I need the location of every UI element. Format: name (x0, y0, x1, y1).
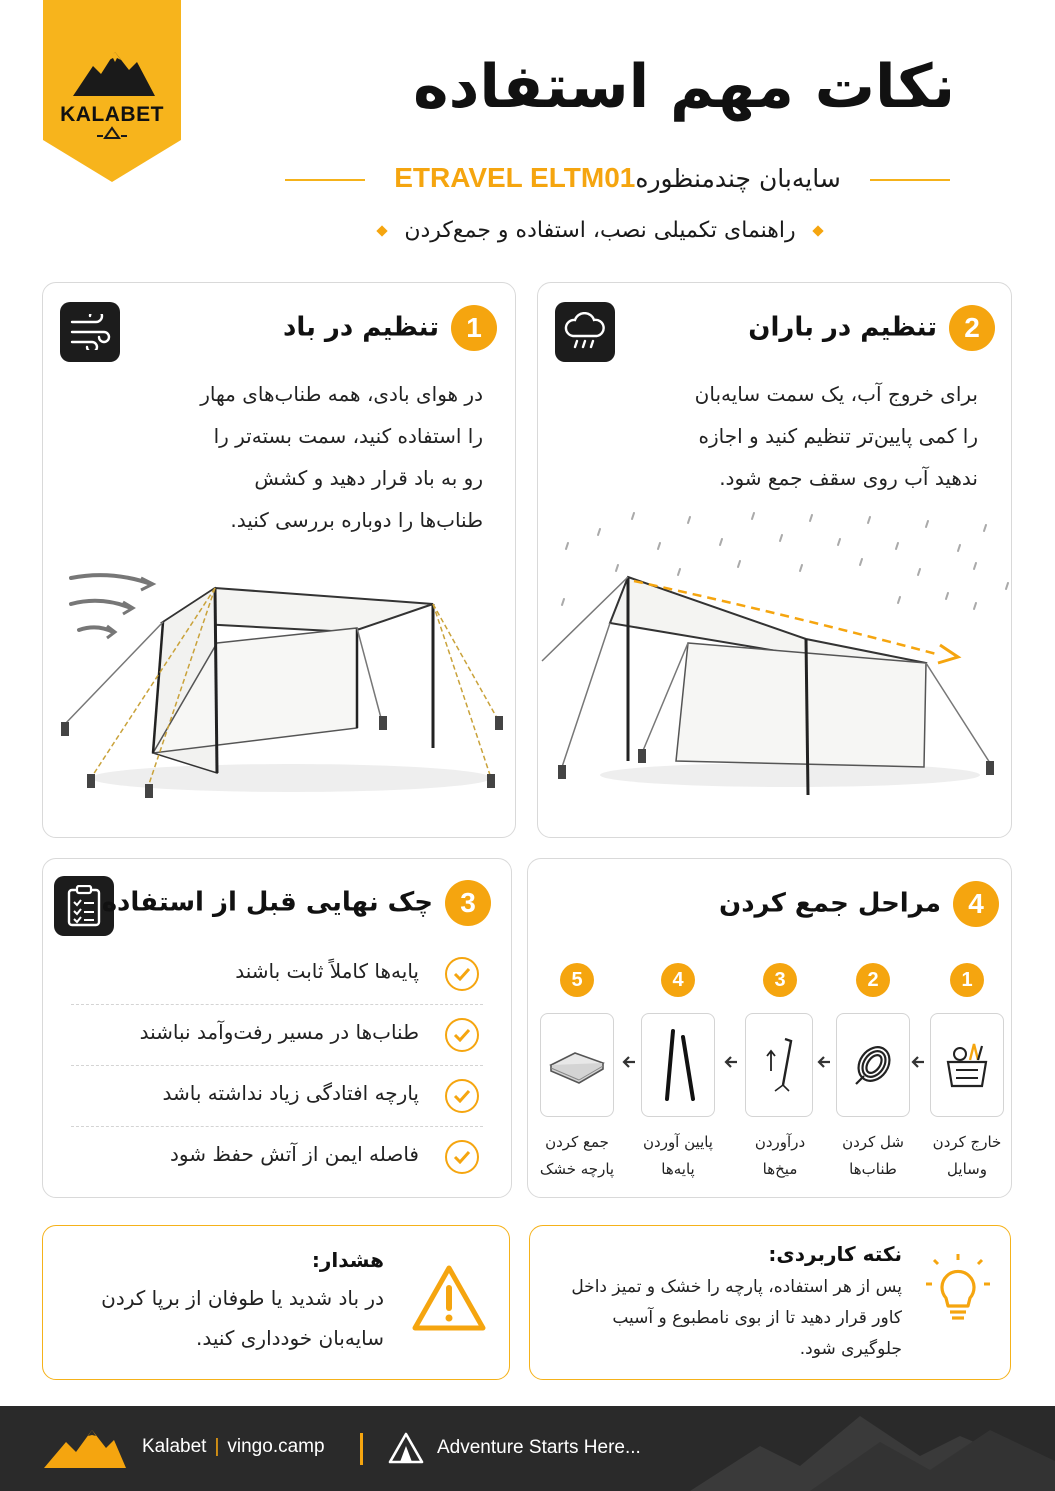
wind-body-line: طناب‌ها را دوباره بررسی کنید. (230, 508, 483, 532)
checklist-item-text: طناب‌ها در مسیر رفت‌وآمد نباشند (139, 1020, 419, 1044)
warning-body (54, 1278, 384, 1358)
diamond-bullet-icon (812, 225, 823, 236)
lightbulb-icon (926, 1252, 990, 1330)
rain-tent-illustration (540, 503, 1010, 813)
packing-step-number: 2 (856, 963, 890, 997)
packing-step-label-line: میخ‌ها (762, 1160, 798, 1178)
packing-step-label (731, 1129, 829, 1183)
stake-icon (745, 1013, 813, 1117)
rain-card-title (748, 305, 995, 351)
folded-fabric-icon (540, 1013, 614, 1117)
packing-step-label (918, 1129, 1016, 1183)
subtitle-model: ETRAVEL ELTM01 (394, 162, 636, 193)
diamond-bullet-icon (377, 225, 388, 236)
tent-icon (388, 1432, 424, 1464)
footer-slogan: Adventure Starts Here... (437, 1437, 641, 1458)
warning-triangle-icon (411, 1264, 487, 1336)
rain-body-line: ندهید آب روی سقف جمع شود. (719, 466, 978, 490)
wind-icon (60, 302, 120, 362)
tip-body-line: پس از هر استفاده، پارچه را خشک و تمیز داخل (571, 1277, 902, 1297)
footer (0, 1406, 1055, 1491)
subtitle-divider-left (285, 179, 365, 181)
arrow-left-icon (621, 1055, 637, 1069)
wind-card (42, 282, 516, 838)
checklist-item (71, 1067, 483, 1127)
rain-body-line: برای خروج آب، یک سمت سایه‌بان (694, 382, 978, 406)
packing-card (527, 858, 1012, 1198)
arrow-left-icon (816, 1055, 832, 1069)
packing-step-number: 1 (950, 963, 984, 997)
packing-step (930, 963, 1004, 1183)
footer-mountains-decoration (690, 1406, 1055, 1491)
subtitle (365, 162, 870, 194)
rain-cloud-icon (555, 302, 615, 362)
tip-title: نکته کاربردی: (768, 1242, 902, 1266)
tip-body (542, 1272, 902, 1365)
wind-tent-illustration (51, 568, 511, 808)
wind-card-body (63, 373, 483, 541)
packing-card-title-text: مراحل جمع کردن (719, 888, 941, 919)
basket-tools-icon (930, 1013, 1004, 1117)
wind-card-title (283, 305, 497, 351)
checklist-card-number: 3 (445, 880, 491, 926)
tagline-row (330, 218, 870, 258)
checkmark-icon (445, 1018, 479, 1052)
packing-step-label-line: پایین آوردن (643, 1133, 713, 1151)
poles-icon (641, 1013, 715, 1117)
packing-card-title (719, 881, 999, 927)
wind-body-line: را استفاده کنید، سمت بسته‌تر را (213, 424, 483, 448)
checklist-item (71, 1128, 483, 1188)
packing-step-label-line: طناب‌ها (849, 1160, 897, 1178)
tip-note (529, 1225, 1011, 1380)
checklist-card-title-text: چک نهایی قبل از استفاده (101, 887, 433, 918)
wind-body-line: در هوای بادی، همه طناب‌های مهار (200, 382, 483, 406)
rain-card-title-text: تنظیم در باران (748, 312, 937, 343)
arrow-left-icon (723, 1055, 739, 1069)
warning-body-line: در باد شدید یا طوفان از برپا کردن (101, 1286, 384, 1310)
rain-card-number: 2 (949, 305, 995, 351)
packing-step-label-line: درآوردن (754, 1133, 806, 1151)
footer-website-link[interactable]: vingo.camp (227, 1436, 325, 1457)
packing-step (836, 963, 910, 1183)
packing-card-number: 4 (953, 881, 999, 927)
checklist-card (42, 858, 512, 1198)
tip-body-line: جلوگیری شود. (799, 1339, 902, 1359)
warning-note (42, 1225, 510, 1380)
tagline: راهنمای تکمیلی نصب، استفاده و جمع‌کردن (404, 218, 796, 243)
footer-logo-mountains-icon (42, 1428, 128, 1470)
packing-step-number: 4 (661, 963, 695, 997)
footer-brand: Kalabet | vingo.camp (142, 1436, 325, 1457)
checklist-item-text: پارچه افتادگی زیاد نداشته باشد (162, 1081, 419, 1105)
warning-body-line: سایه‌بان خودداری کنید. (195, 1326, 384, 1350)
rain-card (537, 282, 1012, 838)
tip-body-line: کاور قرار دهید تا از بوی نامطبوع و آسیب (612, 1308, 902, 1328)
footer-brand-name: Kalabet (142, 1436, 207, 1457)
checklist-item-text: فاصله ایمن از آتش حفظ شود (170, 1142, 419, 1166)
wind-card-number: 1 (451, 305, 497, 351)
packing-step-label (824, 1129, 922, 1183)
checkmark-icon (445, 1079, 479, 1113)
packing-step-label-line: خارج کردن (932, 1133, 1002, 1151)
warning-title: هشدار: (311, 1248, 384, 1272)
wind-body-line: رو به باد قرار دهید و کشش (254, 466, 483, 490)
packing-step-label-line: شل کردن (842, 1133, 904, 1151)
packing-step-number: 3 (763, 963, 797, 997)
checkmark-icon (445, 957, 479, 991)
rain-body-line: را کمی پایین‌تر تنظیم کنید و اجازه (698, 424, 978, 448)
packing-step-label-line: جمع کردن (545, 1133, 609, 1151)
packing-step-label-line: وسایل (947, 1160, 987, 1178)
subtitle-divider-right (870, 179, 950, 181)
brand-logo-text: KALABET (60, 103, 164, 126)
rain-card-body (558, 373, 978, 499)
subtitle-prefix: سایه‌بان چندمنظوره (635, 164, 841, 193)
packing-step-label-line: پارچه خشک (539, 1160, 615, 1178)
packing-step-label (528, 1129, 626, 1183)
packing-step-number: 5 (560, 963, 594, 997)
packing-step (540, 963, 614, 1183)
checklist-item (71, 1006, 483, 1066)
subtitle-row (285, 162, 950, 198)
packing-step-label-line: پایه‌ها (661, 1160, 695, 1178)
wind-card-title-text: تنظیم در باد (283, 312, 439, 343)
checklist-item-text: پایه‌ها کاملاً ثابت باشند (235, 959, 419, 983)
brand-logo-badge (43, 0, 181, 182)
checklist-item (71, 945, 483, 1005)
page-title: نکات مهم استفاده (413, 52, 955, 122)
arrow-left-icon (910, 1055, 926, 1069)
checkmark-icon (445, 1140, 479, 1174)
rope-coil-icon (836, 1013, 910, 1117)
packing-step (641, 963, 715, 1183)
packing-step-label (629, 1129, 727, 1183)
packing-step (743, 963, 817, 1183)
footer-divider (360, 1433, 363, 1465)
